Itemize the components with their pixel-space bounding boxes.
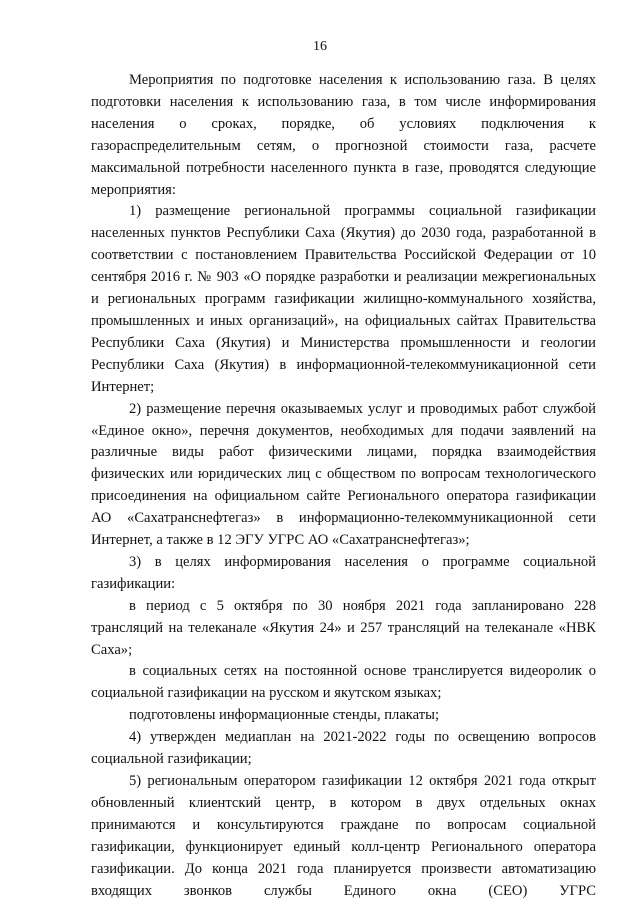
paragraph-item-2: 2) размещение перечня оказываемых услуг и проводимых работ службой «Единое окно», перечня документов, необходимых для подачи заявлений на различные виды работ физическими лицами, порядка взаимодействия физических или юридических лиц с обществом по вопросам технологического присоединения на официальном сайте Регионального оператора газификации АО «Сахатранснефтегаз» в информационно-телекоммуникационной сети Интернет, а также в 12 ЭГУ УГРС АО «Сахатранснефтегаз»;: [91, 400, 596, 549]
page-number: 16: [313, 39, 327, 54]
paragraph-intro: Мероприятия по подготовке населения к использованию газа. В целях подготовки населения к использованию газа, в том числе информирования населения о сроках, порядке, об условиях подключения к газораспределительным сетям, о прогнозной стоимости газа, расчете максимальной потребности населенного пункта в газе, проводятся следующие мероприятия:: [91, 72, 596, 198]
paragraph-item-3-social-media: в социальных сетях на постоянной основе транслируется видеоролик о социальной газификации на русском и якутском языках;: [91, 663, 596, 702]
paragraph-item-5: 5) региональным оператором газификации 12 октября 2021 года открыт обновленный клиентский центр, в котором в двух отдельных окнах принимаются и консультируются граждане по вопросам социальной газификации, функционирует единый колл-центр Регионального оператора газификации. До конца 2021 года планируется произвести автоматизацию входящих звонков службы Единого окна (СЕО) УГРС: [91, 773, 596, 899]
paragraph-item-3-stands: подготовлены информационные стенды, плакаты;: [129, 707, 440, 724]
paragraph-item-1: 1) размещение региональной программы социальной газификации населенных пунктов Республики Саха (Якутия) до 2030 года, разработанной в соответствии с постановлением Правительства Российской Федерации от 10 сентября 2016 г. № 903 «О порядке разработки и реализации межрегиональных и региональных программ газификации жилищно-коммунального хозяйства, промышленных и иных организаций», на официальных сайтах Правительства Республики Саха (Якутия) и Министерства промышленности и геологии Республики Саха (Якутия) в информационной-телекоммуникационной сети Интернет;: [91, 203, 596, 395]
paragraph-item-3: 3) в целях информирования населения о программе социальной газификации:: [91, 553, 596, 592]
paragraph-item-3-broadcasts: в период с 5 октября по 30 ноября 2021 года запланировано 228 трансляций на телеканале «Якутия 24» и 257 трансляций на телеканале «НВК Саха»;: [91, 597, 596, 658]
paragraph-item-4: 4) утвержден медиаплан на 2021-2022 годы по освещению вопросов социальной газификации;: [91, 729, 596, 768]
body-text: [91, 70, 596, 902]
